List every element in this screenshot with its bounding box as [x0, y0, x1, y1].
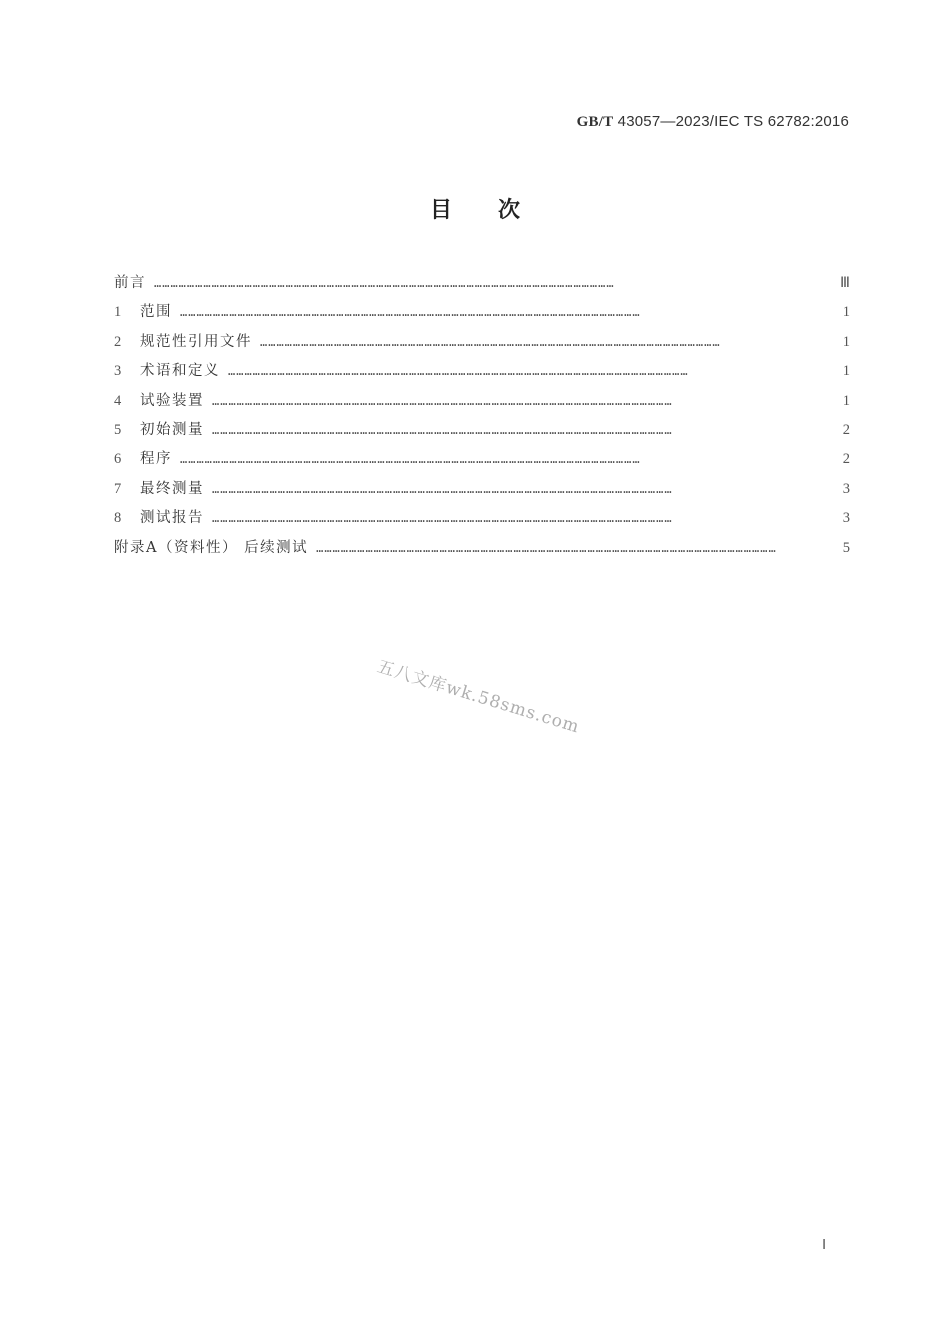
- standard-code: [577, 113, 849, 131]
- toc-entry-page: 1: [842, 392, 850, 409]
- toc-entry-label: 范围: [140, 304, 172, 321]
- table-of-contents: [114, 271, 850, 565]
- toc-entry-page: 1: [842, 304, 850, 321]
- toc-entry-foreword[interactable]: [114, 271, 850, 300]
- toc-entry-number: 5: [114, 421, 122, 438]
- toc-entry-7[interactable]: [114, 477, 850, 506]
- toc-entry-page: 2: [842, 421, 850, 438]
- standard-code-prefix: GB/T: [576, 114, 614, 130]
- toc-entry-number: 7: [114, 480, 122, 497]
- toc-leader-dots: ……………………………………………………………………………………………………………………………………………………: [260, 334, 721, 349]
- toc-leader-dots: ……………………………………………………………………………………………………………………………………………………: [228, 364, 689, 379]
- toc-entry-page: 2: [842, 451, 850, 468]
- watermark-text: 五八文库wk.58sms.com: [374, 656, 583, 738]
- toc-entry-8[interactable]: [114, 506, 850, 535]
- toc-entry-number: 3: [114, 363, 122, 380]
- standard-code-rest: 43057—2023/IEC TS 62782:2016: [613, 113, 849, 130]
- toc-entry-label: 程序: [140, 451, 172, 468]
- toc-entry-2[interactable]: [114, 330, 850, 359]
- toc-entry-page: 1: [842, 363, 850, 380]
- toc-entry-number: 6: [114, 451, 122, 468]
- toc-entry-label: 测试报告: [140, 510, 204, 527]
- toc-entry-number: 4: [114, 392, 122, 409]
- toc-leader-dots: ……………………………………………………………………………………………………………………………………………………: [180, 305, 641, 320]
- toc-entry-label: 试验装置: [140, 392, 204, 409]
- toc-entry-4[interactable]: [114, 389, 850, 418]
- toc-entry-page: 5: [842, 539, 850, 556]
- toc-entry-label: 最终测量: [140, 480, 204, 497]
- toc-entry-number: 8: [114, 510, 122, 527]
- toc-entry-5[interactable]: [114, 418, 850, 447]
- toc-entry-annex-a[interactable]: [114, 536, 850, 565]
- toc-entry-label: 附录A（资料性） 后续测试: [114, 539, 309, 556]
- toc-entry-label: 初始测量: [140, 421, 204, 438]
- page-title: 目次: [429, 198, 566, 223]
- toc-entry-page: 1: [842, 333, 850, 350]
- toc-leader-dots: ……………………………………………………………………………………………………………………………………………………: [212, 481, 673, 496]
- toc-leader-dots: ……………………………………………………………………………………………………………………………………………………: [154, 276, 615, 290]
- toc-leader-dots: ……………………………………………………………………………………………………………………………………………………: [180, 452, 641, 467]
- toc-entry-1[interactable]: [114, 300, 850, 329]
- toc-entry-label: 前言: [114, 275, 146, 291]
- toc-entry-number: 2: [114, 333, 122, 350]
- toc-entry-6[interactable]: [114, 447, 850, 476]
- page-number: Ⅰ: [822, 1238, 827, 1253]
- toc-leader-dots: ……………………………………………………………………………………………………………………………………………………: [212, 422, 673, 437]
- toc-leader-dots: ……………………………………………………………………………………………………………………………………………………: [316, 540, 777, 555]
- toc-entry-label: 术语和定义: [140, 363, 220, 380]
- toc-entry-label: 规范性引用文件: [140, 333, 252, 350]
- toc-entry-number: 1: [114, 304, 122, 321]
- toc-entry-page: Ⅲ: [840, 275, 850, 291]
- toc-entry-page: 3: [842, 480, 850, 497]
- toc-entry-3[interactable]: [114, 359, 850, 388]
- toc-leader-dots: ……………………………………………………………………………………………………………………………………………………: [212, 511, 673, 526]
- toc-entry-page: 3: [842, 510, 850, 527]
- toc-leader-dots: ……………………………………………………………………………………………………………………………………………………: [212, 393, 673, 408]
